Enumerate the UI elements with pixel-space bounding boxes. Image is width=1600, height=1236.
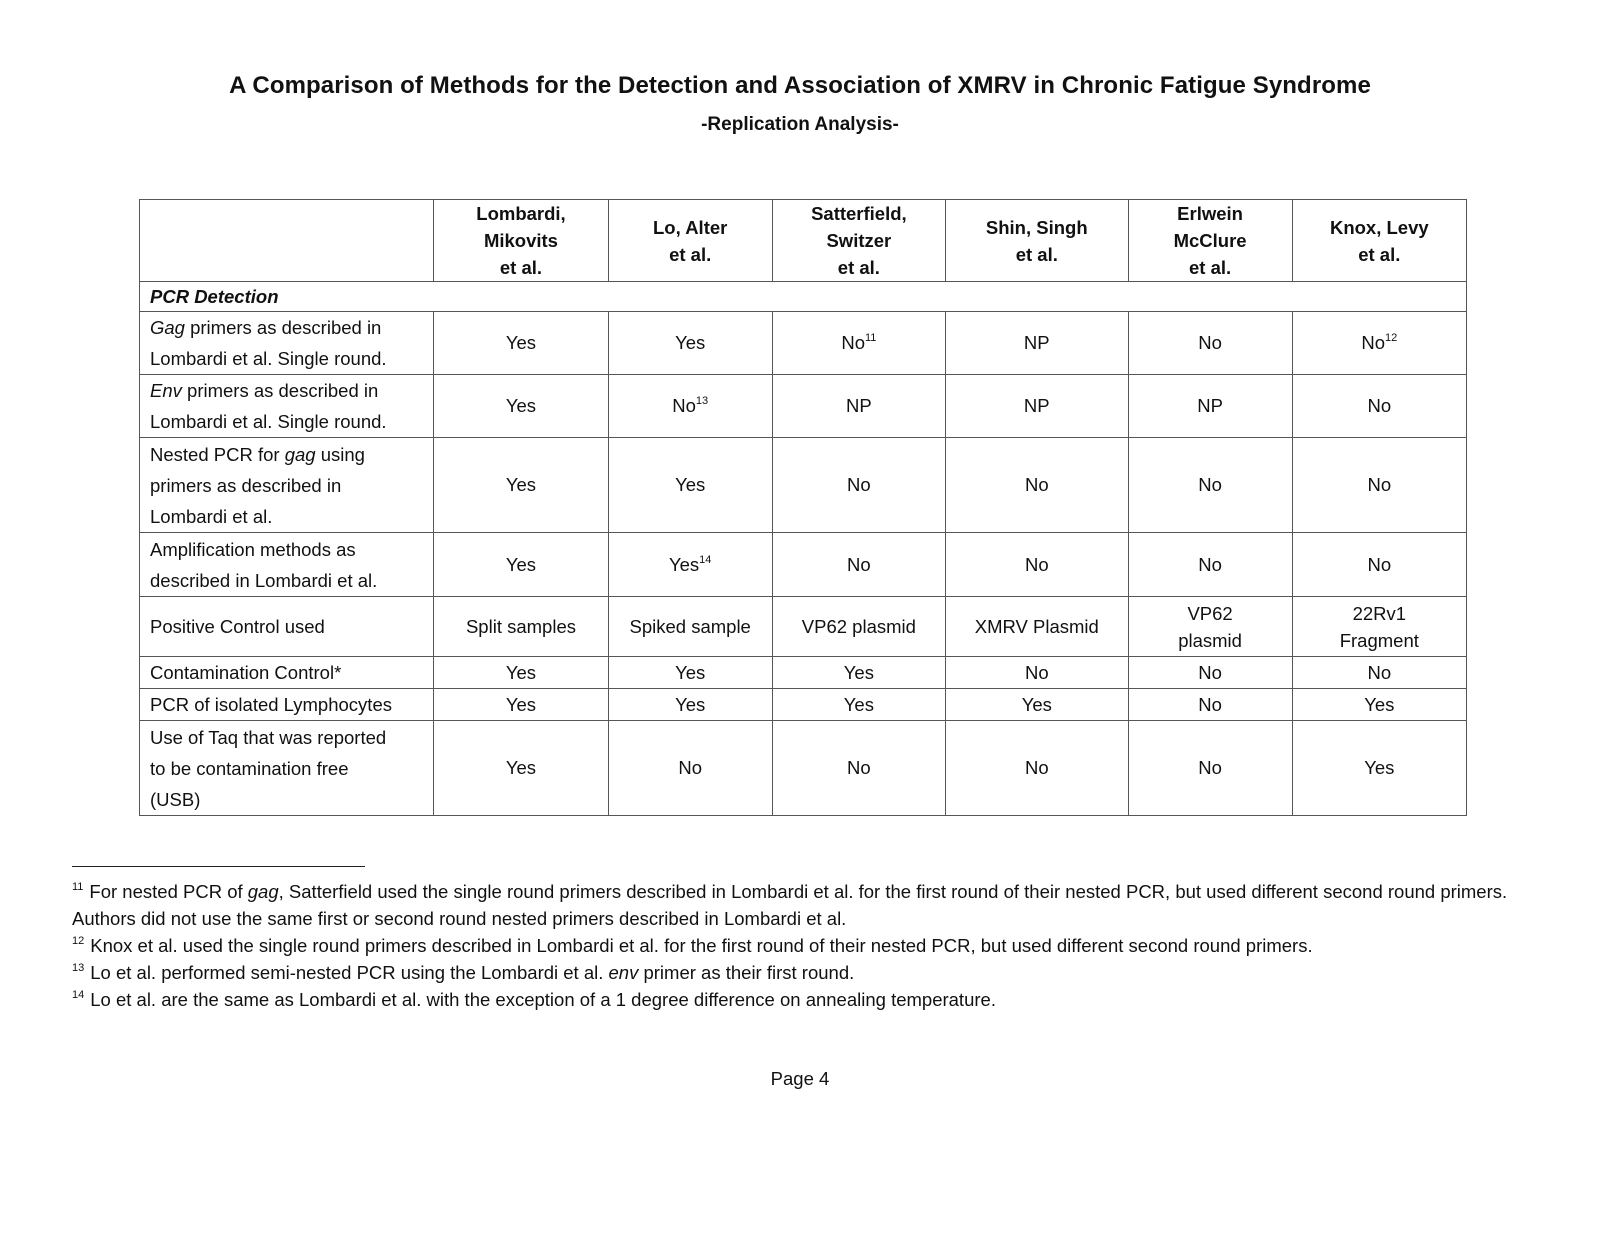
table-cell: No [1292,533,1466,597]
section-label: PCR Detection [140,282,1467,312]
header-corner [140,200,434,282]
table-cell: Yes [946,689,1129,721]
table-header-row [140,200,1467,282]
table-cell: Yes [608,312,772,375]
row-label: Contamination Control* [140,657,434,689]
footnote-13: $^{13}$ Lo et al. performed semi-nested PCR using the Lombardi et al. env primer as their first round. [72,962,855,983]
table-cell: No [1128,689,1292,721]
document-title: A Comparison of Methods for the Detection and Association of XMRV in Chronic Fatigue Syndrome [229,72,1371,99]
footnote-ref: 11 [864,332,877,344]
table-row [140,657,1467,689]
table-cell: No [608,721,772,816]
footnote-ref: 13 [695,395,709,407]
footnote-divider [72,866,365,867]
footnote-11: $^{11}$ For nested PCR of gag, Satterfield used the single round primers described in Lombardi et al. for the first round of their nested PCR, but used different second round primers. Authors did not use the same first or second round nested primers described in Lombardi et al. [72,881,1508,929]
table-cell: Yes [1292,689,1466,721]
table-cell: No [772,438,945,533]
table-cell: Yes [434,375,608,438]
row-label: Env primers as described in Lombardi et al. Single round. [140,375,434,438]
table-cell: Yes [772,689,945,721]
table-cell: Yes [434,533,608,597]
document-subtitle: -Replication Analysis- [701,114,899,135]
table-cell: NP [772,375,945,438]
footnote-ref: 12 [1385,332,1398,344]
table-cell: No [1128,721,1292,816]
table-cell: No [1128,657,1292,689]
section-row [140,282,1467,312]
footnote-ref: 14 [699,553,712,566]
table-row [140,438,1467,533]
column-header: Shin, Singh et al. [946,200,1129,282]
table-cell: No [1128,533,1292,597]
table-cell: No [1128,438,1292,533]
column-header: Satterfield, Switzer et al. [772,200,945,282]
table-cell: No [1128,312,1292,375]
column-header: Lombardi, Mikovits et al. [434,200,608,282]
row-label: Nested PCR for gag using primers as described in Lombardi et al. [140,438,434,533]
column-header: Knox, Levy et al. [1292,200,1466,282]
table-cell: No [1292,438,1466,533]
row-label: PCR of isolated Lymphocytes [140,689,434,721]
table-cell: No$^{11}$ [772,312,945,375]
column-header: Erlwein McClure et al. [1128,200,1292,282]
footnote-12: $^{12}$ Knox et al. used the single round primers described in Lombardi et al. for the first round of their nested PCR, but used different second round primers. [72,935,1313,956]
table-row [140,721,1467,816]
table-cell: Yes [608,657,772,689]
table-cell: Split samples [434,597,608,657]
table-cell: Yes [434,657,608,689]
table-cell: NP [1128,375,1292,438]
table-row [140,533,1467,597]
table-cell: No [946,438,1129,533]
page-number: Page 4 [770,1068,830,1089]
table-cell: Yes [608,689,772,721]
table-cell: No [946,533,1129,597]
table-cell: Yes [434,721,608,816]
table-cell: Yes [608,438,772,533]
table-cell: Yes$^{14}$ [608,533,772,597]
table-cell: Yes [1292,721,1466,816]
table-cell: NP [946,312,1129,375]
table-cell: 22Rv1 Fragment [1292,597,1466,657]
table-cell: No$^{12}$ [1292,312,1466,375]
table-cell: Yes [434,312,608,375]
table-row [140,597,1467,657]
table-cell: Spiked sample [608,597,772,657]
row-label: Use of Taq that was reported to be contamination free (USB) [140,721,434,816]
comparison-table [139,199,1467,816]
table-cell: No [772,533,945,597]
table-cell: Yes [772,657,945,689]
table-cell: VP62 plasmid [772,597,945,657]
row-label: Positive Control used [140,597,434,657]
table-cell: Yes [434,689,608,721]
table-cell: VP62 plasmid [1128,597,1292,657]
table-cell: No [772,721,945,816]
table-cell: No$^{13}$ [608,375,772,438]
table-cell: NP [946,375,1129,438]
row-label: Amplification methods as described in Lombardi et al. [140,533,434,597]
table-row [140,375,1467,438]
footnote-14: $^{14}$ Lo et al. are the same as Lombardi et al. with the exception of a 1 degree difference on annealing temperature. [72,989,996,1010]
row-label: Gag primers as described in Lombardi et al. Single round. [140,312,434,375]
table-cell: XMRV Plasmid [946,597,1129,657]
table-cell: No [946,721,1129,816]
table-row [140,689,1467,721]
column-header: Lo, Alter et al. [608,200,772,282]
table-cell: No [1292,375,1466,438]
table-cell: No [1292,657,1466,689]
table-row [140,312,1467,375]
table-cell: Yes [434,438,608,533]
footnotes [72,878,1532,1013]
table-cell: No [946,657,1129,689]
